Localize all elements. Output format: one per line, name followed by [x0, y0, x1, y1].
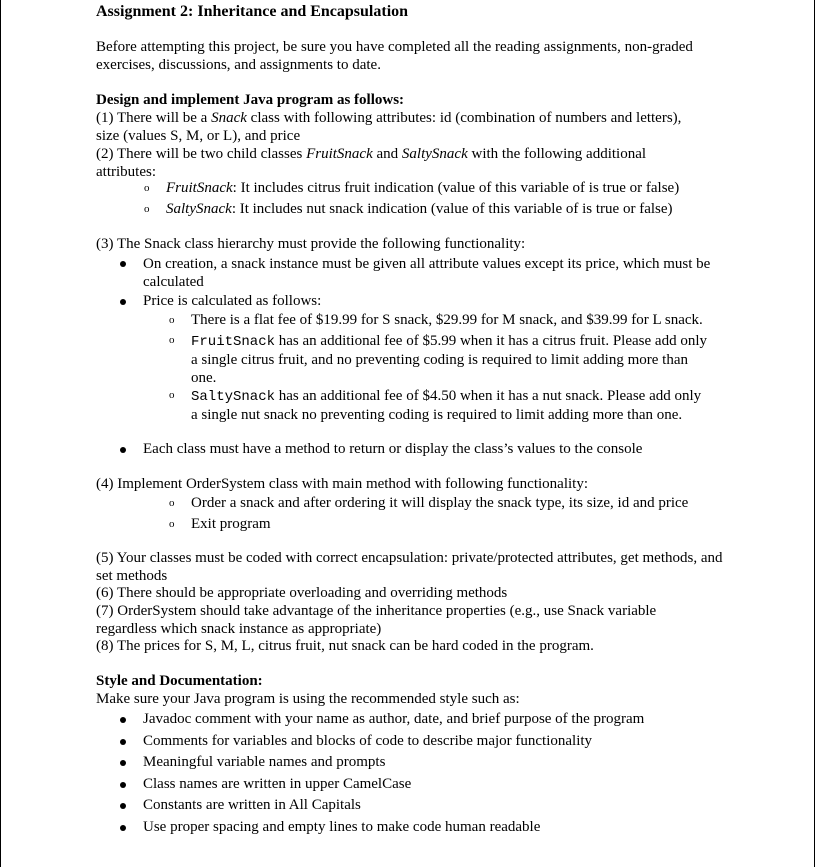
- page-title: Assignment 2: Inheritance and Encapsulation: [96, 3, 409, 20]
- order-item: Order a snack and after ordering it will display the snack type, its size, id and price: [191, 495, 689, 511]
- sub-bullet-icon: o: [169, 518, 175, 530]
- requirement-5: (5) Your classes must be coded with correct encapsulation: private/protected attributes, get methods, and set methods: [96, 550, 723, 584]
- fruitsnack-attribute: FruitSnack: It includes citrus fruit indication (value of this variable of is true or false): [166, 180, 680, 196]
- sub-bullet-icon: o: [169, 389, 175, 401]
- bullet-icon: [120, 782, 126, 788]
- bullet-icon: [120, 825, 126, 831]
- exit-item: Exit program: [191, 516, 271, 532]
- requirement-6: (6) There should be appropriate overloading and overriding methods: [96, 585, 508, 601]
- bullet-icon: [120, 447, 126, 453]
- style-item-comments: Comments for variables and blocks of code to describe major functionality: [143, 733, 593, 749]
- style-item-camelcase: Class names are written in upper CamelCase: [143, 776, 412, 792]
- style-item-names: Meaningful variable names and prompts: [143, 754, 386, 770]
- bullet-icon: [120, 739, 126, 745]
- sub-bullet-icon: o: [169, 334, 175, 346]
- style-item-spacing: Use proper spacing and empty lines to make code human readable: [143, 819, 541, 835]
- style-intro: Make sure your Java program is using the recommended style such as:: [96, 691, 520, 707]
- sub-bullet-icon: o: [144, 203, 150, 215]
- style-item-javadoc: Javadoc comment with your name as author, date, and brief purpose of the program: [143, 711, 645, 727]
- sub-bullet-icon: o: [144, 182, 150, 194]
- flat-fee-rule: There is a flat fee of $19.99 for S snack, $29.99 for M snack, and $39.99 for L snack.: [191, 312, 703, 328]
- bullet-icon: [120, 803, 126, 809]
- style-heading: Style and Documentation:: [96, 673, 263, 689]
- requirement-1: (1) There will be a Snack class with following attributes: id (combination of numbers and letters), size (values S, M, or L), and price: [96, 110, 682, 144]
- requirement-2: (2) There will be two child classes FruitSnack and SaltySnack with the following additional attributes:: [96, 146, 647, 180]
- sub-bullet-icon: o: [169, 497, 175, 509]
- fruit-fee-rule: FruitSnack has an additional fee of $5.99 when it has a citrus fruit. Please add only a single citrus fruit, and no preventing coding is required to limit adding more than one.: [191, 333, 707, 386]
- bullet-icon: [120, 717, 126, 723]
- bullet-icon: [120, 299, 126, 305]
- requirement-3: (3) The Snack class hierarchy must provide the following functionality:: [96, 236, 526, 252]
- intro-paragraph: Before attempting this project, be sure you have completed all the reading assignments, non-graded exercises, discussions, and assignments to date.: [96, 39, 693, 73]
- salty-fee-rule: SaltySnack has an additional fee of $4.50 when it has a nut snack. Please add only a single nut snack no preventing coding is required to limit adding more than one.: [191, 388, 702, 423]
- style-item-constants: Constants are written in All Capitals: [143, 797, 361, 813]
- bullet-icon: [120, 261, 126, 267]
- saltysnack-attribute: SaltySnack: It includes nut snack indication (value of this variable of is true or false): [166, 201, 673, 217]
- bullet-icon: [120, 760, 126, 766]
- sub-bullet-icon: o: [169, 314, 175, 326]
- design-heading: Design and implement Java program as follows:: [96, 92, 405, 108]
- creation-rule: On creation, a snack instance must be given all attribute values except its price, which must be calculated: [143, 256, 711, 290]
- requirement-4: (4) Implement OrderSystem class with main method with following functionality:: [96, 476, 588, 492]
- price-rule-heading: Price is calculated as follows:: [143, 293, 322, 309]
- requirement-7: (7) OrderSystem should take advantage of the inheritance properties (e.g., use Snack variable regardless which snack instance as appropriate): [96, 603, 657, 637]
- requirement-8: (8) The prices for S, M, L, citrus fruit, nut snack can be hard coded in the program.: [96, 638, 594, 654]
- display-method-rule: Each class must have a method to return or display the class’s values to the console: [143, 441, 643, 457]
